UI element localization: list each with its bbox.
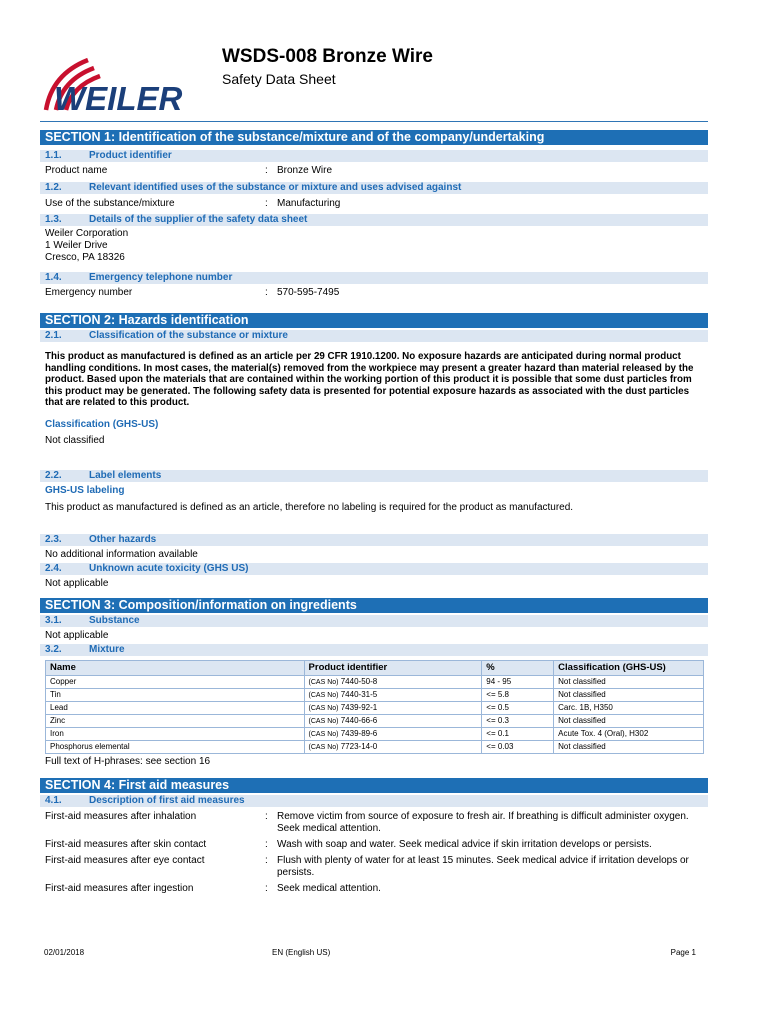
ingredient-classification: Carc. 1B, H350 (554, 701, 704, 714)
subsection-number: 2.4. (45, 562, 62, 574)
cas-number: 7440-31-5 (340, 690, 378, 699)
table-row (46, 727, 704, 740)
cas-prefix: (CAS No) (308, 692, 339, 699)
row-label: Use of the substance/mixture (45, 198, 175, 209)
skin-contact-row (40, 839, 708, 851)
ingredient-name: Phosphorus elemental (46, 740, 305, 753)
other-hazards-text: No additional information available (45, 548, 198, 560)
logo-text: WEILER (54, 80, 183, 117)
subsection-title: Other hazards (89, 533, 157, 545)
ingredient-percent: <= 0.5 (482, 701, 554, 714)
cas-prefix: (CAS No) (308, 718, 339, 725)
row-label: First-aid measures after ingestion (45, 882, 194, 894)
row-colon: : (265, 810, 268, 822)
ghs-labeling-heading: GHS-US labeling (45, 484, 125, 496)
subsection-number: 2.3. (45, 533, 62, 545)
section-2-heading: SECTION 2: Hazards identification (40, 313, 708, 328)
ingredient-classification: Not classified (554, 688, 704, 701)
cas-number: 7440-66-6 (340, 716, 378, 725)
h-phrases-note: Full text of H-phrases: see section 16 (45, 755, 211, 767)
row-label: Product name (45, 165, 108, 176)
subsection-title: Label elements (89, 469, 162, 481)
ingredient-percent: <= 5.8 (482, 688, 554, 701)
row-value: 570-595-7495 (277, 287, 340, 298)
emergency-row (40, 287, 708, 299)
ingredient-cas (304, 714, 482, 727)
ingredient-cas (304, 727, 482, 740)
product-name-row (40, 165, 708, 177)
subsection-number: 1.1. (45, 150, 62, 161)
subsection-1-4 (40, 272, 708, 284)
classification-value: Not classified (45, 434, 105, 446)
use-row (40, 198, 708, 210)
acute-toxicity-text: Not applicable (45, 577, 109, 589)
subsection-title: Product identifier (89, 150, 172, 161)
row-value: Wash with soap and water. Seek medical advice if skin irritation develops or persists. (277, 838, 652, 850)
eye-contact-row (40, 855, 708, 879)
ingredient-cas (304, 675, 482, 688)
composition-table (45, 660, 704, 754)
ingredient-percent: 94 - 95 (482, 675, 554, 688)
ingredient-name: Tin (46, 688, 305, 701)
footer-language: EN (English US) (272, 948, 331, 957)
subsection-2-2 (40, 470, 708, 482)
classification-heading: Classification (GHS-US) (45, 418, 159, 430)
cas-number: 7439-89-6 (340, 729, 378, 738)
ingredient-name: Copper (46, 675, 305, 688)
article-line: that are related to this product. (45, 397, 190, 408)
article-line: handling conditions. In most cases, the material(s) removed from the workpiece may present a greater hazard than material released by the (45, 362, 694, 374)
table-row (46, 675, 704, 688)
ingredient-classification: Acute Tox. 4 (Oral), H302 (554, 727, 704, 740)
value-line: persists. (277, 866, 315, 878)
inhalation-row (40, 811, 708, 835)
ingredient-classification: Not classified (554, 740, 704, 753)
column-header-product-identifier: Product identifier (304, 660, 482, 675)
footer-date: 02/01/2018 (44, 948, 85, 957)
document-title: WSDS-008 Bronze Wire (222, 46, 433, 67)
column-header-classification: Classification (GHS-US) (554, 660, 704, 675)
subsection-number: 1.3. (45, 214, 62, 225)
subsection-1-3 (40, 214, 708, 226)
article-statement (40, 351, 708, 409)
subsection-1-2 (40, 182, 708, 194)
table-row (46, 701, 704, 714)
row-label: Emergency number (45, 287, 133, 298)
ingredient-cas (304, 740, 482, 753)
sds-content (40, 130, 708, 895)
ingredient-name: Iron (46, 727, 305, 740)
ingredient-name: Lead (46, 701, 305, 714)
table-row (46, 740, 704, 753)
section-1-heading: SECTION 1: Identification of the substance/mixture and of the company/undertaking (40, 130, 708, 145)
cas-prefix: (CAS No) (308, 679, 339, 686)
subsection-number: 2.1. (45, 330, 62, 341)
table-row (46, 714, 704, 727)
row-value (277, 811, 708, 835)
ingredient-classification: Not classified (554, 714, 704, 727)
row-label: First-aid measures after skin contact (45, 838, 207, 850)
cas-number: 7440-50-8 (340, 677, 378, 686)
value-line: Remove victim from source of exposure to fresh air. If breathing is difficult administer oxygen. (277, 810, 689, 822)
value-line: Flush with plenty of water for at least 15 minutes. Seek medical advice if irritation develops or (277, 854, 689, 866)
subsection-number: 1.2. (45, 182, 62, 193)
supplier-city: Cresco, PA 18326 (45, 252, 125, 263)
subsection-number: 3.1. (45, 614, 62, 626)
ingredient-percent: <= 0.03 (482, 740, 554, 753)
row-value: Manufacturing (277, 198, 341, 209)
value-line: Seek medical attention. (277, 822, 381, 834)
section-4-heading: SECTION 4: First aid measures (40, 778, 708, 793)
ingestion-row (40, 883, 708, 895)
row-colon: : (265, 287, 268, 298)
row-value: Seek medical attention. (277, 882, 381, 894)
column-header-name: Name (46, 660, 305, 675)
subsection-number: 2.2. (45, 469, 62, 481)
ghs-labeling-text: This product as manufactured is defined as an article, therefore no labeling is required for the product as manufactured. (45, 501, 574, 513)
cas-prefix: (CAS No) (308, 705, 339, 712)
ingredient-cas (304, 701, 482, 714)
row-colon: : (265, 838, 268, 850)
cas-prefix: (CAS No) (308, 731, 339, 738)
article-line: product. Based upon the materials that are contained within the working portion of this product it is possible that some dust particles from (45, 374, 692, 385)
document-subtitle: Safety Data Sheet (222, 71, 336, 87)
row-colon: : (265, 882, 268, 894)
subsection-3-2 (40, 644, 708, 656)
table-header-row (46, 660, 704, 675)
header-rule (40, 121, 708, 122)
row-colon: : (265, 854, 268, 866)
ingredient-classification: Not classified (554, 675, 704, 688)
row-value (277, 855, 708, 879)
subsection-1-1 (40, 150, 708, 162)
substance-text: Not applicable (45, 629, 109, 641)
row-colon: : (265, 198, 268, 209)
row-colon: : (265, 165, 268, 176)
column-header-percent: % (482, 660, 554, 675)
article-line: This product as manufactured is defined as an article per 29 CFR 1910.1200. No exposure hazards are anticipated during normal product (45, 351, 681, 362)
subsection-number: 4.1. (45, 794, 62, 806)
ingredient-percent: <= 0.3 (482, 714, 554, 727)
subsection-2-4 (40, 563, 708, 575)
ingredient-percent: <= 0.1 (482, 727, 554, 740)
subsection-title: Substance (89, 614, 140, 626)
row-label: First-aid measures after eye contact (45, 854, 205, 866)
ingredient-name: Zinc (46, 714, 305, 727)
row-label: First-aid measures after inhalation (45, 810, 197, 822)
subsection-2-3 (40, 534, 708, 546)
subsection-2-1 (40, 330, 708, 342)
subsection-3-1 (40, 615, 708, 627)
article-line: this product may be generated. The following safety data is presented for potential exposure hazards as associated with the dust particles (45, 385, 690, 397)
subsection-title: Description of first aid measures (89, 794, 245, 806)
table-row (46, 688, 704, 701)
subsection-title: Classification of the substance or mixture (89, 330, 288, 341)
subsection-title: Mixture (89, 643, 125, 655)
subsection-4-1 (40, 795, 708, 807)
cas-prefix: (CAS No) (308, 744, 339, 751)
subsection-title: Details of the supplier of the safety data sheet (89, 214, 308, 225)
subsection-title: Unknown acute toxicity (GHS US) (89, 562, 249, 574)
subsection-title: Emergency telephone number (89, 272, 233, 283)
subsection-number: 3.2. (45, 643, 62, 655)
row-value: Bronze Wire (277, 165, 333, 176)
supplier-street: 1 Weiler Drive (45, 240, 108, 251)
subsection-number: 1.4. (45, 272, 62, 283)
cas-number: 7723-14-0 (340, 742, 378, 751)
cas-number: 7439-92-1 (340, 703, 378, 712)
section-3-heading: SECTION 3: Composition/information on ingredients (40, 598, 708, 613)
footer-page-number: Page 1 (670, 948, 696, 957)
supplier-name: Weiler Corporation (45, 228, 129, 239)
weiler-logo (40, 50, 220, 120)
subsection-title: Relevant identified uses of the substance or mixture and uses advised against (89, 182, 462, 193)
ingredient-cas (304, 688, 482, 701)
